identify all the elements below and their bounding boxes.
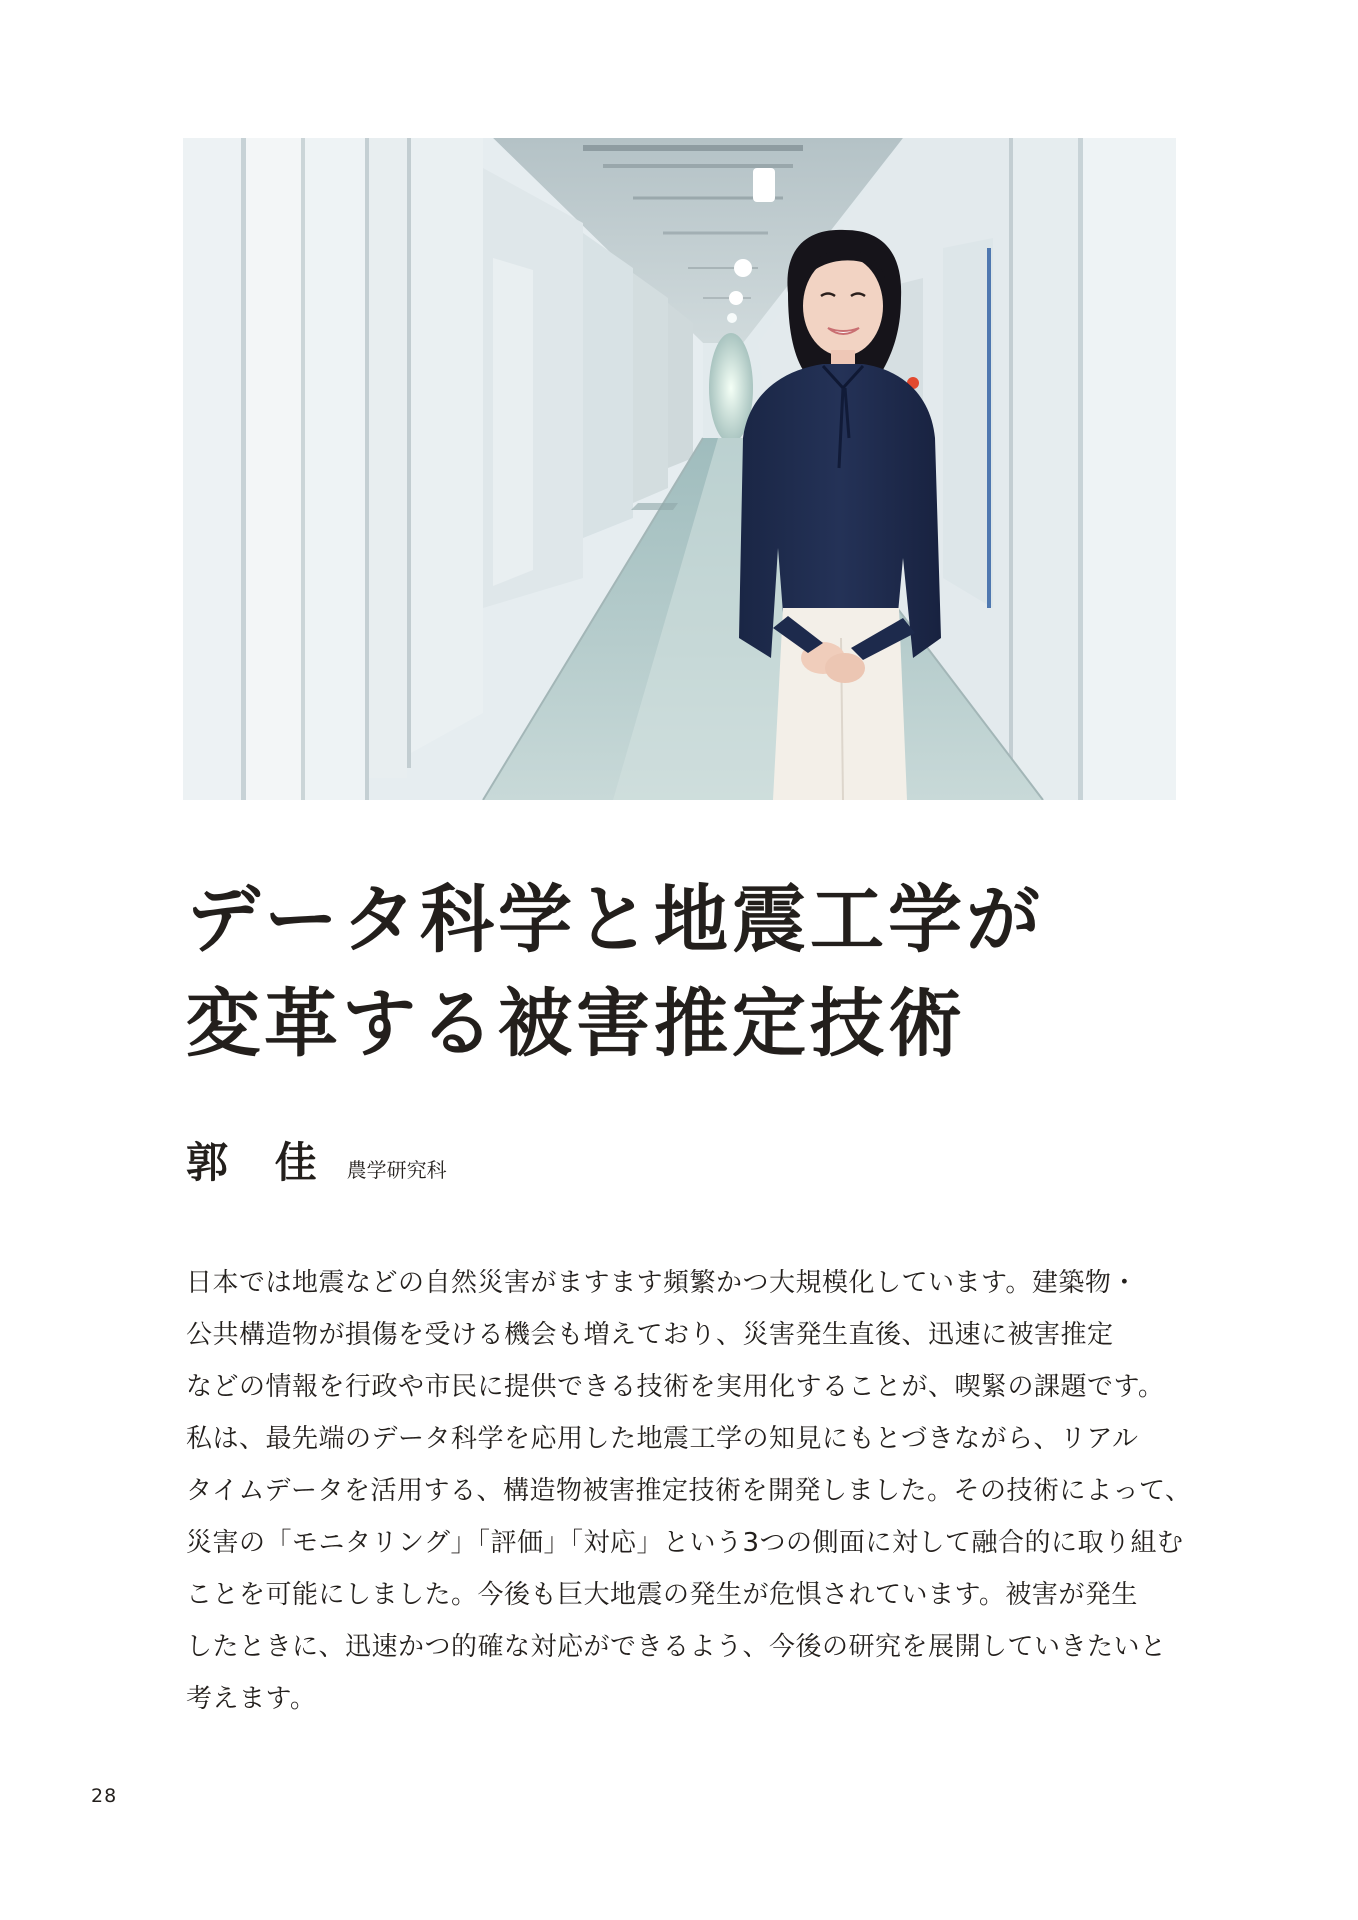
body-line: ことを可能にしました。今後も巨大地震の発生が危惧されています。被害が発生 [186, 1580, 1138, 1610]
body-line: 私は、最先端のデータ科学を応用した地震工学の知見にもとづきながら、リアル [186, 1424, 1139, 1454]
body-line: 日本では地震などの自然災害がますます頻繁かつ大規模化しています。建築物・ [186, 1268, 1138, 1298]
body-line: タイムデータを活用する、構造物被害推定技術を開発しました。その技術によって、 [186, 1476, 1192, 1506]
page-number: 28 [91, 1785, 118, 1807]
author-name: 郭 佳 [186, 1138, 333, 1187]
author-department: 農学研究科 [346, 1158, 447, 1182]
article-body [186, 1257, 1192, 1725]
body-line: したときに、迅速かつ的確な対応ができるよう、今後の研究を展開していきたいと [186, 1632, 1167, 1662]
corridor-portrait-illustration [183, 138, 1176, 800]
author-byline [186, 1135, 447, 1198]
article-title [186, 868, 1044, 1076]
body-line: 公共構造物が損傷を受ける機会も増えており、災害発生直後、迅速に被害推定 [186, 1320, 1114, 1350]
body-line: 考えます。 [186, 1684, 317, 1714]
title-line-1: データ科学と地震工学が [186, 877, 1044, 963]
title-line-2: 変革する被害推定技術 [186, 981, 966, 1067]
portrait-photo [183, 138, 1176, 800]
body-line: 災害の「モニタリング」「評価」「対応」という3つの側面に対して融合的に取り組む [186, 1528, 1184, 1558]
body-line: などの情報を行政や市民に提供できる技術を実用化することが、喫緊の課題です。 [186, 1372, 1165, 1402]
